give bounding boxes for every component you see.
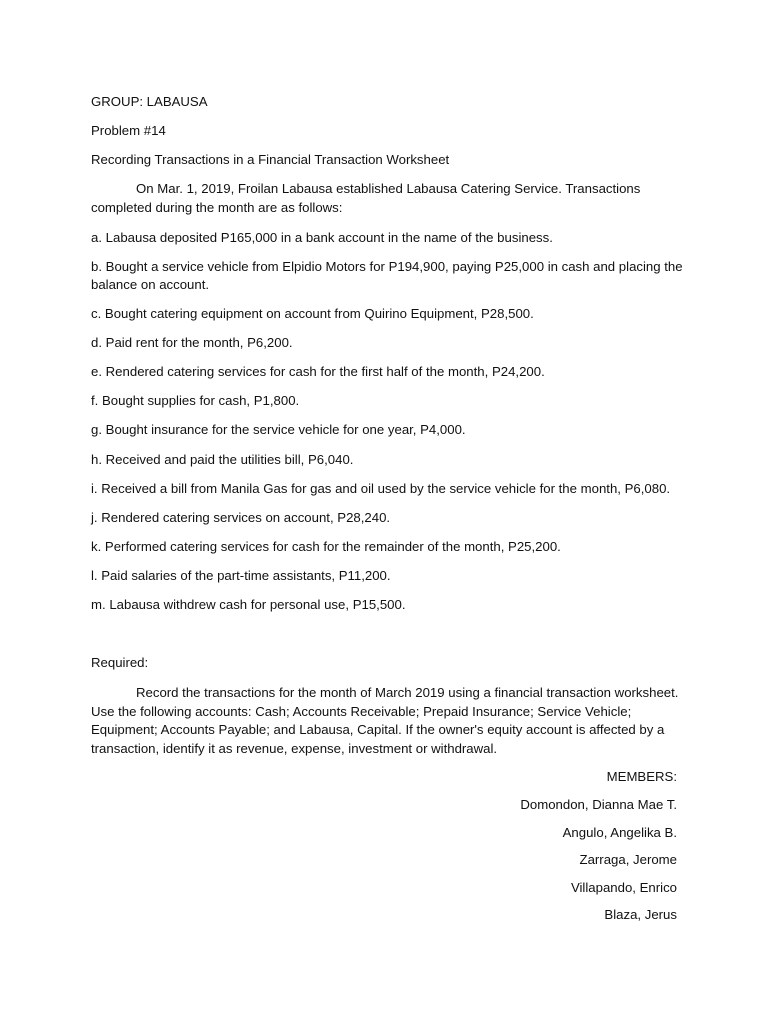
transaction-b: b. Bought a service vehicle from Elpidio Motors for P194,900, paying P25,000 in cash and placing the xyxy=(91,259,683,274)
member-name: Blaza, Jerus xyxy=(604,907,677,922)
transaction-a: a. Labausa deposited P165,000 in a bank account in the name of the business. xyxy=(91,230,553,245)
transaction-l: l. Paid salaries of the part-time assistants, P11,200. xyxy=(91,568,391,583)
transaction-c: c. Bought catering equipment on account from Quirino Equipment, P28,500. xyxy=(91,306,534,321)
transaction-f: f. Bought supplies for cash, P1,800. xyxy=(91,393,300,408)
required-label: Required: xyxy=(91,655,149,670)
member-name: Villapando, Enrico xyxy=(570,880,677,895)
member-name: Angulo, Angelika B. xyxy=(562,825,677,840)
transaction-i: i. Received a bill from Manila Gas for gas and oil used by the service vehicle for the month, P6,080. xyxy=(91,481,671,496)
member-name: Zarraga, Jerome xyxy=(579,852,677,867)
transaction-g: g. Bought insurance for the service vehicle for one year, P4,000. xyxy=(91,422,466,437)
problem-title: Recording Transactions in a Financial Transaction Worksheet xyxy=(91,152,450,167)
required-paragraph: Record the transactions for the month of March 2019 using a financial transaction worksheet. Use the following accounts: Cash; Accounts Receivable; Prepaid Insurance; Service Vehicle; Equipment; Accounts Payable; and Labausa, Capital. If the owner's equity account is affected by a transaction, identify it as revenue, expense, investment or withdrawal. xyxy=(91,685,679,756)
transaction-k: k. Performed catering services for cash for the remainder of the month, P25,200. xyxy=(91,539,561,554)
transaction-j: j. Rendered catering services on account, P28,240. xyxy=(91,510,391,525)
group-heading: GROUP: LABAUSA xyxy=(91,94,208,109)
members-label: MEMBERS: xyxy=(606,769,677,784)
transaction-m: m. Labausa withdrew cash for personal use, P15,500. xyxy=(91,597,406,612)
member-name: Domondon, Dianna Mae T. xyxy=(520,797,677,812)
transaction-b-continued: balance on account. xyxy=(91,277,210,292)
intro-paragraph: On Mar. 1, 2019, Froilan Labausa established Labausa Catering Service. Transactions completed during the month are as follows: xyxy=(91,181,641,215)
transaction-d: d. Paid rent for the month, P6,200. xyxy=(91,335,293,350)
transaction-e: e. Rendered catering services for cash for the first half of the month, P24,200. xyxy=(91,364,545,379)
transaction-h: h. Received and paid the utilities bill, P6,040. xyxy=(91,452,354,467)
problem-number: Problem #14 xyxy=(91,123,166,138)
